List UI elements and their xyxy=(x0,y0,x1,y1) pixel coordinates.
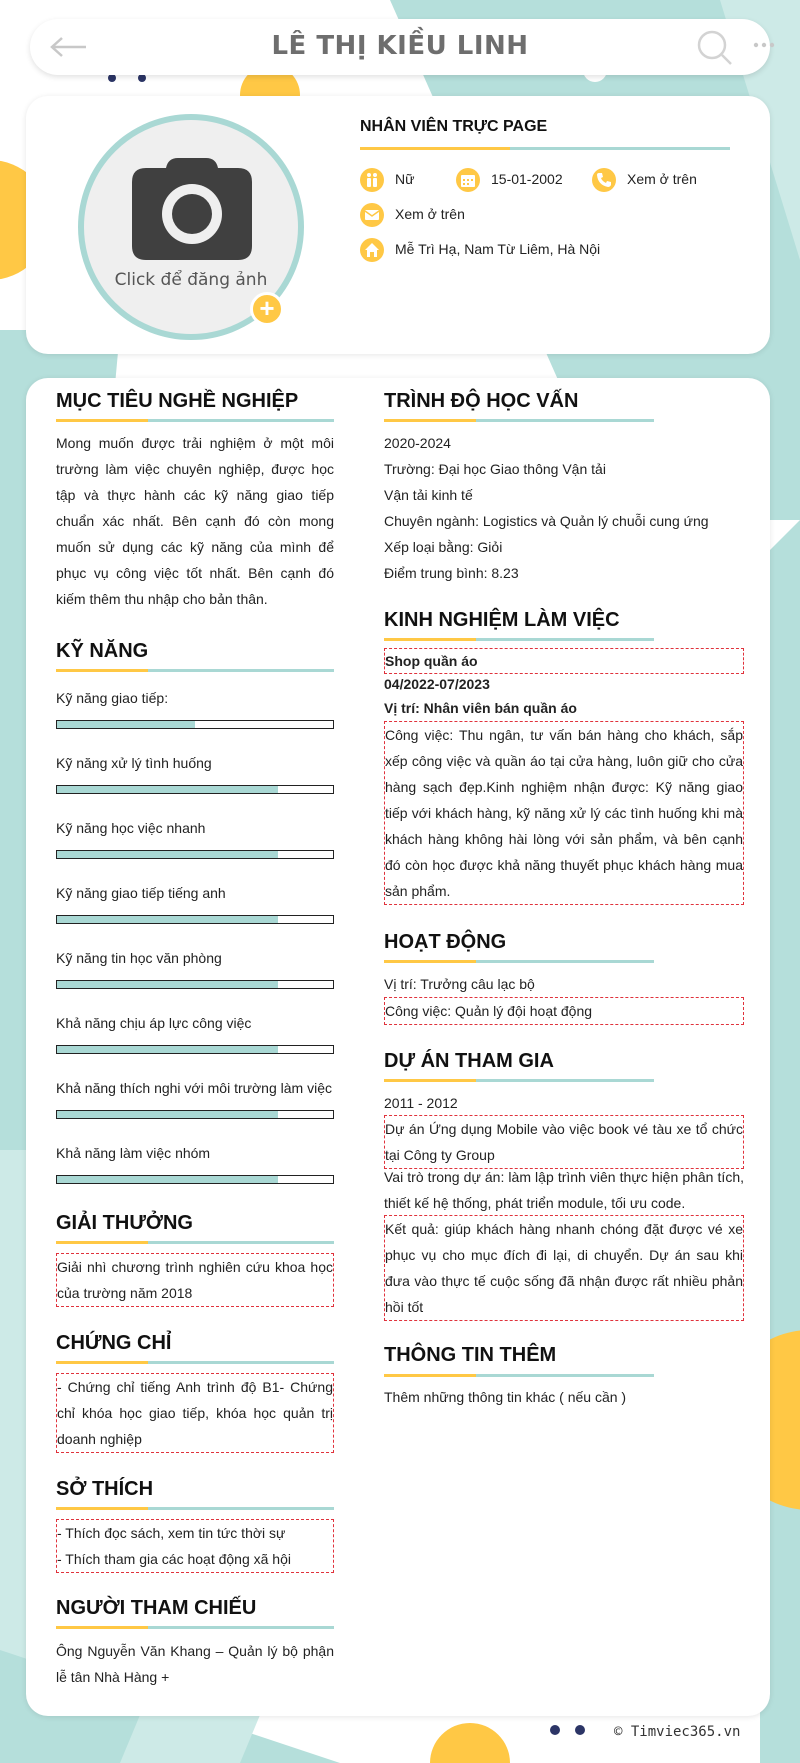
projects-result: Kết quả: giúp khách hàng nhanh chóng đặt được vé xe phục vụ cho mục đích đi lại, di chuyển. Dự án sau khi đưa vào thực tế cuộc sống đã nhận được rất nhiều phản hồi tốt xyxy=(384,1215,744,1321)
skill-level-bar xyxy=(56,850,334,859)
awards-underline xyxy=(56,1241,334,1244)
address-value: Mễ Trì Hạ, Nam Từ Liêm, Hà Nội xyxy=(395,241,601,257)
skill-label: Kỹ năng giao tiếp tiếng anh xyxy=(56,885,226,901)
skill-level-fill xyxy=(57,786,278,793)
education-rank: Xếp loại bằng: Giỏi xyxy=(384,539,503,555)
hobbies-underline xyxy=(56,1507,334,1510)
email-icon xyxy=(360,203,384,227)
career-text: Mong muốn được trải nghiệm ở một môi trường làm việc chuyên nghiệp, được học tập và thực hành các kỹ năng giao tiếp chuẩn xác nhất. Bên cạnh đó còn mong muốn sử dụng các kỹ năng của mình để phục vụ công việc tốt nhất. Bên cạnh đó kiếm thêm thu nhập cho bản thân. xyxy=(56,435,334,607)
skill-label: Kỹ năng tin học văn phòng xyxy=(56,950,222,966)
skill-level-fill xyxy=(57,916,278,923)
more-dots-icon[interactable] xyxy=(752,33,776,57)
add-photo-icon[interactable]: + xyxy=(250,292,284,326)
education-heading: TRÌNH ĐỘ HỌC VẤN xyxy=(384,390,579,412)
top-bar xyxy=(30,19,770,75)
references-underline xyxy=(56,1626,334,1629)
activities-task: Công việc: Quản lý đội hoạt động xyxy=(384,997,744,1025)
education-faculty: Vận tải kinh tế xyxy=(384,487,473,503)
skill-level-bar xyxy=(56,1045,334,1054)
skill-level-bar xyxy=(56,1175,334,1184)
career-underline xyxy=(56,419,334,422)
skill-label: Kỹ năng học việc nhanh xyxy=(56,820,206,836)
candidate-name: LÊ THỊ KIỀU LINH xyxy=(271,31,529,61)
gender-value: Nữ xyxy=(395,171,415,187)
copyright-text: © Timviec365.vn xyxy=(614,1724,741,1740)
skills-heading: KỸ NĂNG xyxy=(56,640,149,662)
skill-level-fill xyxy=(57,1176,278,1183)
extra-text: Thêm những thông tin khác ( nếu cần ) xyxy=(384,1389,627,1405)
education-gpa: Điểm trung bình: 8.23 xyxy=(384,565,519,581)
activities-heading: HOẠT ĐỘNG xyxy=(384,931,507,953)
certificates-text: - Chứng chỉ tiếng Anh trình độ B1- Chứng chỉ khóa học giao tiếp, khóa học quản trị doanh nghiệp xyxy=(56,1373,334,1453)
skill-level-fill xyxy=(57,721,195,728)
education-years: 2020-2024 xyxy=(384,435,451,451)
activities-role: Vị trí: Trưởng câu lạc bộ xyxy=(384,976,535,992)
skill-level-fill xyxy=(57,1111,278,1118)
education-underline xyxy=(384,419,654,422)
skill-level-fill xyxy=(57,851,278,858)
skill-label: Khả năng thích nghi với môi trường làm việc xyxy=(56,1080,332,1096)
hobbies-list xyxy=(56,1519,334,1573)
skill-level-fill xyxy=(57,1046,278,1053)
skills-underline xyxy=(56,669,334,672)
avatar-upload[interactable] xyxy=(78,114,304,340)
gender-icon xyxy=(360,168,384,192)
projects-underline xyxy=(384,1079,654,1082)
hobby-item: - Thích tham gia các hoạt động xã hội xyxy=(57,1551,291,1567)
skill-level-bar xyxy=(56,915,334,924)
camera-icon xyxy=(132,156,252,260)
skill-level-bar xyxy=(56,720,334,729)
skill-label: Kỹ năng xử lý tình huống xyxy=(56,755,212,771)
calendar-icon xyxy=(456,168,480,192)
job-position: NHÂN VIÊN TRỰC PAGE xyxy=(360,118,548,135)
education-school: Trường: Đại học Giao thông Vận tải xyxy=(384,461,606,477)
projects-period: 2011 - 2012 xyxy=(384,1095,458,1111)
search-icon[interactable] xyxy=(696,29,734,67)
extra-heading: THÔNG TIN THÊM xyxy=(384,1344,557,1366)
projects-heading: DỰ ÁN THAM GIA xyxy=(384,1050,554,1072)
extra-underline xyxy=(384,1374,654,1377)
awards-heading: GIẢI THƯỞNG xyxy=(56,1212,193,1234)
experience-period: 04/2022-07/2023 xyxy=(384,676,490,692)
certificates-heading: CHỨNG CHỈ xyxy=(56,1332,172,1354)
position-underline xyxy=(360,147,730,150)
activities-underline xyxy=(384,960,654,963)
profile-card xyxy=(26,96,770,354)
phone-value: Xem ở trên xyxy=(627,171,697,187)
experience-underline xyxy=(384,638,654,641)
projects-name: Dự án Ứng dụng Mobile vào việc book vé tàu xe tổ chức tại Công ty Group xyxy=(384,1115,744,1169)
skill-level-bar xyxy=(56,1110,334,1119)
awards-text: Giải nhì chương trình nghiên cứu khoa học của trường năm 2018 xyxy=(56,1253,334,1307)
skill-label: Kỹ năng giao tiếp: xyxy=(56,690,169,706)
certificates-underline xyxy=(56,1361,334,1364)
upload-photo-label: Click để đăng ảnh xyxy=(114,270,268,290)
skill-level-bar xyxy=(56,785,334,794)
resume-body-card xyxy=(26,378,770,1716)
education-details xyxy=(384,430,744,586)
birthday-value: 15-01-2002 xyxy=(491,171,563,187)
hobby-item: - Thích đọc sách, xem tin tức thời sự xyxy=(57,1525,286,1541)
home-icon xyxy=(360,238,384,262)
hobbies-heading: SỞ THÍCH xyxy=(56,1478,154,1500)
email-value: Xem ở trên xyxy=(395,206,465,222)
skill-level-bar xyxy=(56,980,334,989)
projects-role: Vai trò trong dự án: làm lập trình viên thực hiện phân tích, thiết kế hệ thống, phát triển module, tối ưu code. xyxy=(384,1169,744,1211)
skill-label: Khả năng làm việc nhóm xyxy=(56,1145,211,1161)
education-major: Chuyên ngành: Logistics và Quản lý chuỗi cung ứng xyxy=(384,513,709,529)
references-heading: NGƯỜI THAM CHIẾU xyxy=(56,1597,257,1619)
phone-icon xyxy=(592,168,616,192)
experience-company: Shop quần áo xyxy=(384,648,744,674)
skill-label: Khả năng chịu áp lực công việc xyxy=(56,1015,252,1031)
references-text: Ông Nguyễn Văn Khang – Quản lý bộ phận lễ tân Nhà Hàng + xyxy=(56,1643,334,1685)
skill-level-fill xyxy=(57,981,278,988)
career-heading: MỤC TIÊU NGHỀ NGHIỆP xyxy=(56,390,299,412)
experience-description: Công việc: Thu ngân, tư vấn bán hàng cho khách, sắp xếp công việc và quần áo tại cửa hàng, luôn giữ cho cửa hàng sạch đẹp.Kinh nghiệm nhận được: Kỹ năng giao tiếp với khách hàng, kỹ năng xử lý các tình huống khi mà khách hàng không hài lòng với sản phẩm, và bên cạnh đó còn học được khả năng thuyết phục khách hàng mua sản phẩm. xyxy=(384,721,744,905)
experience-heading: KINH NGHIỆM LÀM VIỆC xyxy=(384,609,620,631)
experience-role: Vị trí: Nhân viên bán quần áo xyxy=(384,700,577,716)
